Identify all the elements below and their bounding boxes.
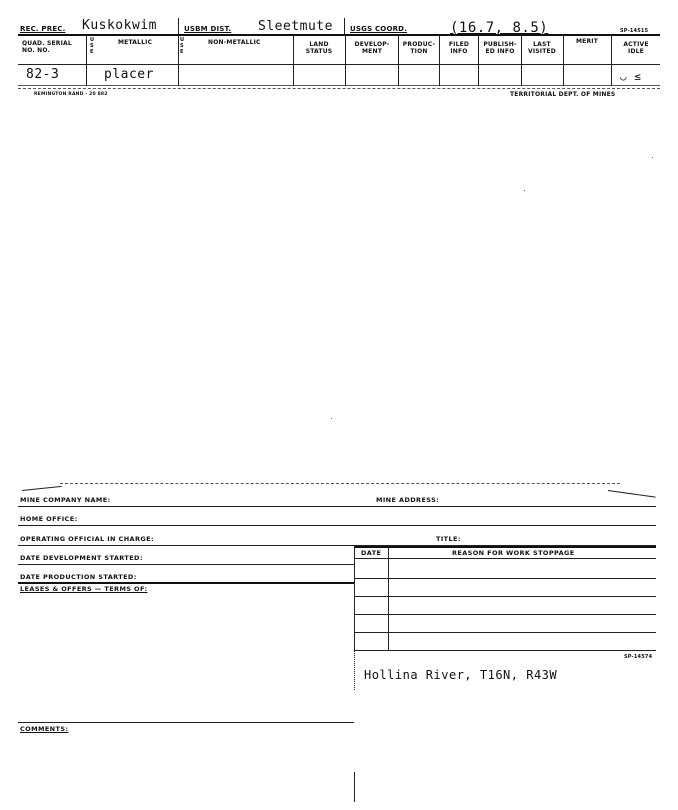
- leases-offers-label: LEASES & OFFERS — TERMS OF:: [20, 585, 148, 593]
- speck: [331, 418, 332, 419]
- stoppage-row: [354, 558, 656, 559]
- col-use-nonmetallic: U S E: [180, 37, 185, 55]
- col-published-info: PUBLISH- ED INFO: [483, 41, 517, 55]
- col-development: DEVELOP- MENT: [354, 41, 390, 55]
- line-development: [18, 564, 354, 565]
- stoppage-row: [354, 596, 656, 597]
- col-divider: [86, 36, 87, 86]
- date-production-label: DATE PRODUCTION STARTED:: [20, 573, 137, 581]
- title-label: TITLE:: [436, 535, 461, 543]
- location-note: Hollina River, T16N, R43W: [364, 668, 558, 682]
- location-divider: [354, 650, 355, 690]
- col-divider: [563, 36, 564, 86]
- col-divider: [521, 36, 522, 86]
- stoppage-row: [354, 632, 656, 633]
- operating-official-label: OPERATING OFFICIAL IN CHARGE:: [20, 535, 154, 543]
- date-col-heading: DATE: [361, 549, 382, 557]
- line-home-office: [18, 525, 656, 526]
- line-production: [18, 582, 354, 584]
- form-number-top: SP-14515: [620, 28, 649, 34]
- stoppage-divider: [388, 546, 389, 650]
- col-land-status: LAND STATUS: [305, 41, 333, 55]
- row-bottom-dash: [18, 88, 660, 89]
- printer-footer: REMINGTON RAND - 20 882: [34, 92, 108, 97]
- col-divider: [398, 36, 399, 86]
- col-divider: [178, 36, 179, 86]
- card-top-edge: [22, 486, 62, 491]
- record-active-idle-mark: ◡ ≤: [620, 70, 642, 83]
- comments-divider: [354, 772, 355, 802]
- col-nonmetallic: NON-METALLIC: [208, 39, 261, 46]
- mine-address-label: MINE ADDRESS:: [376, 496, 440, 504]
- col-divider: [439, 36, 440, 86]
- mine-company-name-label: MINE COMPANY NAME:: [20, 496, 111, 504]
- line-company: [18, 506, 656, 507]
- col-merit: MERIT: [575, 38, 598, 45]
- date-development-label: DATE DEVELOPMENT STARTED:: [20, 554, 143, 562]
- usbm-dist-value: Sleetmute: [258, 19, 333, 34]
- stoppage-row: [354, 578, 656, 579]
- stoppage-divider: [354, 546, 355, 650]
- record-metallic: placer: [104, 67, 154, 82]
- stoppage-table-top: [354, 546, 656, 548]
- col-divider: [293, 36, 294, 86]
- stoppage-row: [354, 650, 656, 651]
- speck: [652, 157, 653, 158]
- form-number-bottom: SP-14574: [624, 654, 653, 660]
- stoppage-row: [354, 614, 656, 615]
- usgs-coord-value: (16.7, 8.5): [450, 20, 549, 36]
- col-use-metallic: U S E: [90, 37, 95, 55]
- header-divider: [178, 18, 179, 34]
- card-top-edge: [608, 490, 656, 498]
- rec-prec-label: REC. PREC.: [20, 25, 66, 33]
- usbm-dist-label: USBM DIST.: [184, 25, 232, 33]
- speck: [524, 190, 525, 191]
- col-metallic: METALLIC: [118, 39, 153, 46]
- rec-prec-value: Kuskokwim: [82, 18, 157, 33]
- card-top-dash: [60, 483, 620, 484]
- col-active-idle: ACTIVE IDLE: [623, 41, 649, 55]
- col-divider: [478, 36, 479, 86]
- reason-col-heading: REASON FOR WORK STOPPAGE: [452, 549, 575, 557]
- comments-label: COMMENTS:: [20, 725, 69, 733]
- home-office-label: HOME OFFICE:: [20, 515, 78, 523]
- col-divider: [345, 36, 346, 86]
- usgs-coord-label: USGS COORD.: [350, 25, 408, 33]
- col-divider: [611, 36, 612, 86]
- department-footer: TERRITORIAL DEPT. OF MINES: [510, 91, 616, 98]
- col-filed-info: FILED INFO: [448, 41, 470, 55]
- col-quad-serial: QUAD. SERIAL NO. NO.: [22, 40, 72, 54]
- header-divider: [344, 18, 345, 34]
- col-last-visited: LAST VISITED: [527, 41, 556, 55]
- col-production: PRODUC- TION: [402, 41, 436, 55]
- line-comments-top: [18, 722, 354, 723]
- record-quad-serial: 82-3: [26, 67, 60, 82]
